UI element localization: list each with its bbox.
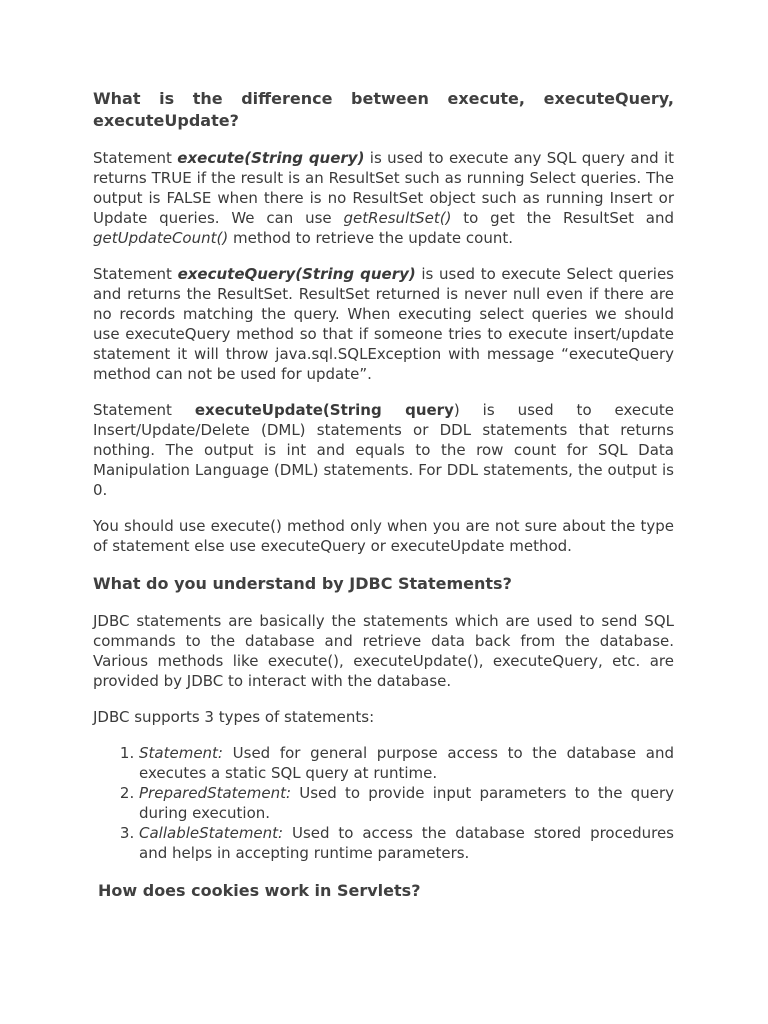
list-term: PreparedStatement: xyxy=(139,784,292,802)
list-term: CallableStatement: xyxy=(139,824,284,842)
list-desc: Used to access the database stored procedures and helps in accepting runtime parameters. xyxy=(139,824,674,862)
text: Statement xyxy=(93,149,178,167)
code-term: execute(String query) xyxy=(177,149,365,167)
text: ) is used to execute Insert/Update/Delete (DML) statements or DDL statements that returns nothing. The output is int and equals to the row count for SQL Data Manipulation Language (DML) statements. For DDL statements, the output is 0. xyxy=(93,401,675,499)
text: method to retrieve the update count. xyxy=(228,229,513,247)
text: Statement xyxy=(93,265,178,283)
paragraph-jdbc-intro: JDBC statements are basically the statements which are used to send SQL commands to the database and retrieve data back from the database. Various methods like execute(), executeUpdate(), executeQuery, etc. are provided by JDBC to interact with the database. xyxy=(93,612,674,690)
paragraph-execute-update xyxy=(93,400,674,500)
list-desc: Used to provide input parameters to the query during execution. xyxy=(139,784,674,822)
list-term: Statement: xyxy=(139,744,223,762)
paragraph-execute-advice: You should use execute() method only when you are not sure about the type of statement else use executeQuery or executeUpdate method. xyxy=(93,517,674,555)
list-item xyxy=(139,783,674,823)
list-desc: Used for general purpose access to the database and executes a static SQL query at runtime. xyxy=(139,744,674,782)
text: to get the ResultSet and xyxy=(451,209,674,227)
code-term: executeUpdate(String query xyxy=(194,401,454,419)
statement-types-list xyxy=(93,743,674,863)
list-item xyxy=(139,823,674,863)
heading-jdbc-statements: What do you understand by JDBC Statements? xyxy=(93,574,512,593)
paragraph-execute xyxy=(93,148,674,248)
code-term: executeQuery(String query) xyxy=(177,265,416,283)
heading-execute-difference: What is the difference between execute, executeQuery, executeUpdate? xyxy=(93,89,674,130)
text: is used to execute Select queries and returns the ResultSet. ResultSet returned is never null even if there are no records matching the query. When executing select queries we should use executeQuery method so that if someone tries to execute insert/update statement it will throw java.sql.SQLException with message “executeQuery method can not be used for update”. xyxy=(93,265,675,383)
list-item xyxy=(139,743,674,783)
text: is used to execute any SQL query and it returns TRUE if the result is an ResultSet such as running Select queries. The output is FALSE when there is no ResultSet object such as running Insert or Update queries. We can use xyxy=(93,149,675,227)
paragraph-execute-query xyxy=(93,264,674,384)
heading-cookies-servlets: How does cookies work in Servlets? xyxy=(98,881,421,900)
code-term: getUpdateCount() xyxy=(93,229,229,247)
text: Statement xyxy=(93,401,195,419)
code-term: getResultSet() xyxy=(343,209,452,227)
paragraph-jdbc-types: JDBC supports 3 types of statements: xyxy=(93,708,375,726)
